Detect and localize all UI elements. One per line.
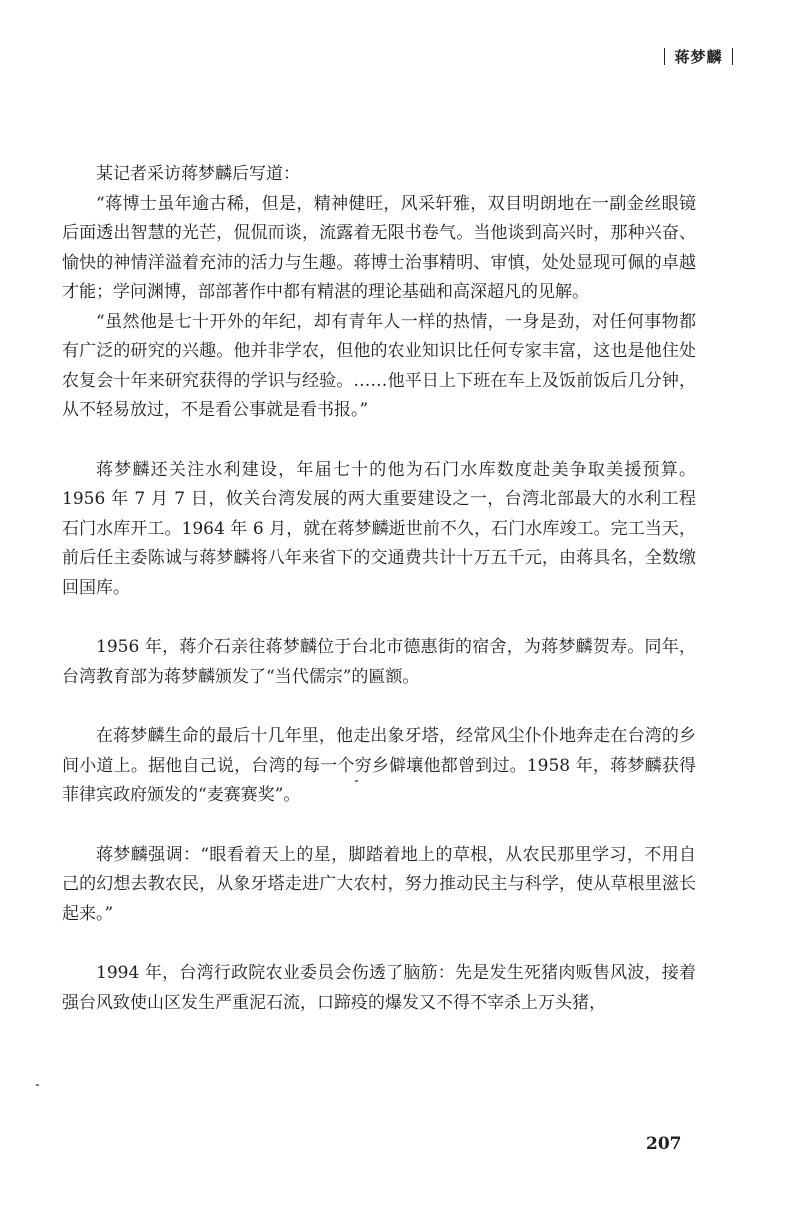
header-right-rule (732, 48, 734, 65)
scan-speck (355, 780, 358, 782)
paragraph-gap (62, 811, 696, 841)
paragraph-quote-1: “蒋博士虽年逾古稀，但是，精神健旺，风采轩雅，双目明朗地在一副金丝眼镜后面透出智慧的光芒，侃侃而谈，流露着无限书卷气。当他谈到高兴时，那种兴奋、愉快的神情洋溢着充沛的活力与生趣。蒋博士治事精明、审慎，处处显现可佩的卓越才能；学问渊博，部部著作中都有精湛的理论基础和高深超凡的见解。 (62, 193, 696, 302)
header-left-rule (664, 48, 666, 65)
paragraph-intro: 某记者采访蒋梦麟后写道： (96, 164, 300, 184)
paragraph-quote-2: “虽然他是七十开外的年纪，却有青年人一样的热情，一身是劲，对任何事物都有广泛的研究的兴趣。他并非学农，但他的农业知识比任何专家丰富，这也是他住处农复会十年来研究获得的学识与经验。……他平日上下班在车上及饭前饭后几分钟，从不轻易放过，不是看公事就是看书报。” (62, 311, 696, 420)
paragraph-gap (62, 692, 696, 722)
paragraph-rural-travels: 在蒋梦麟生命的最后十几年里，他走出象牙塔，经常风尘仆仆地奔走在台湾的乡间小道上。据他自己说，台湾的每一个穷乡僻壤他都曾到过。1958 年，蒋梦麟获得菲律宾政府颁发的“麦赛赛奖”。 (62, 726, 696, 805)
body-text (62, 160, 696, 1018)
paragraph-1956-birthday: 1956 年，蒋介石亲往蒋梦麟位于台北市德惠街的宿舍，为蒋梦麟贺寿。同年，台湾教育部为蒋梦麟颁发了“当代儒宗”的匾额。 (62, 637, 696, 687)
running-title: 蒋梦麟 (674, 48, 723, 66)
paragraph-gap (62, 603, 696, 633)
paragraph-1994-agriculture: 1994 年，台湾行政院农业委员会伤透了脑筋：先是发生死猪肉贩售风波，接着强台风致使山区发生严重泥石流，口蹄疫的爆发又不得不宰杀上万头猪， (62, 963, 696, 1013)
running-header (655, 46, 742, 67)
scan-speck (36, 1084, 39, 1086)
paragraph-gap (62, 426, 696, 456)
paragraph-grassroots-quote: 蒋梦麟强调：“眼看着天上的星，脚踏着地上的草根，从农民那里学习，不用自己的幻想去教农民，从象牙塔走进广大农村，努力推动民主与科学，使从草根里滋长起来。” (62, 844, 696, 924)
paragraph-gap (62, 929, 696, 959)
page-number: 207 (646, 1134, 682, 1154)
paragraph-shimen-reservoir: 蒋梦麟还关注水利建设，年届七十的他为石门水库数度赴美争取美援预算。1956 年 7 月 7 日，攸关台湾发展的两大重要建设之一，台湾北部最大的水利工程石门水库开工。1964 年 6 月，就在蒋梦麟逝世前不久，石门水库竣工。完工当天，前后任主委陈诚与蒋梦麟将八年来省下的交通费共计十万五千元，由蒋具名，全数缴回国库。 (62, 459, 696, 598)
